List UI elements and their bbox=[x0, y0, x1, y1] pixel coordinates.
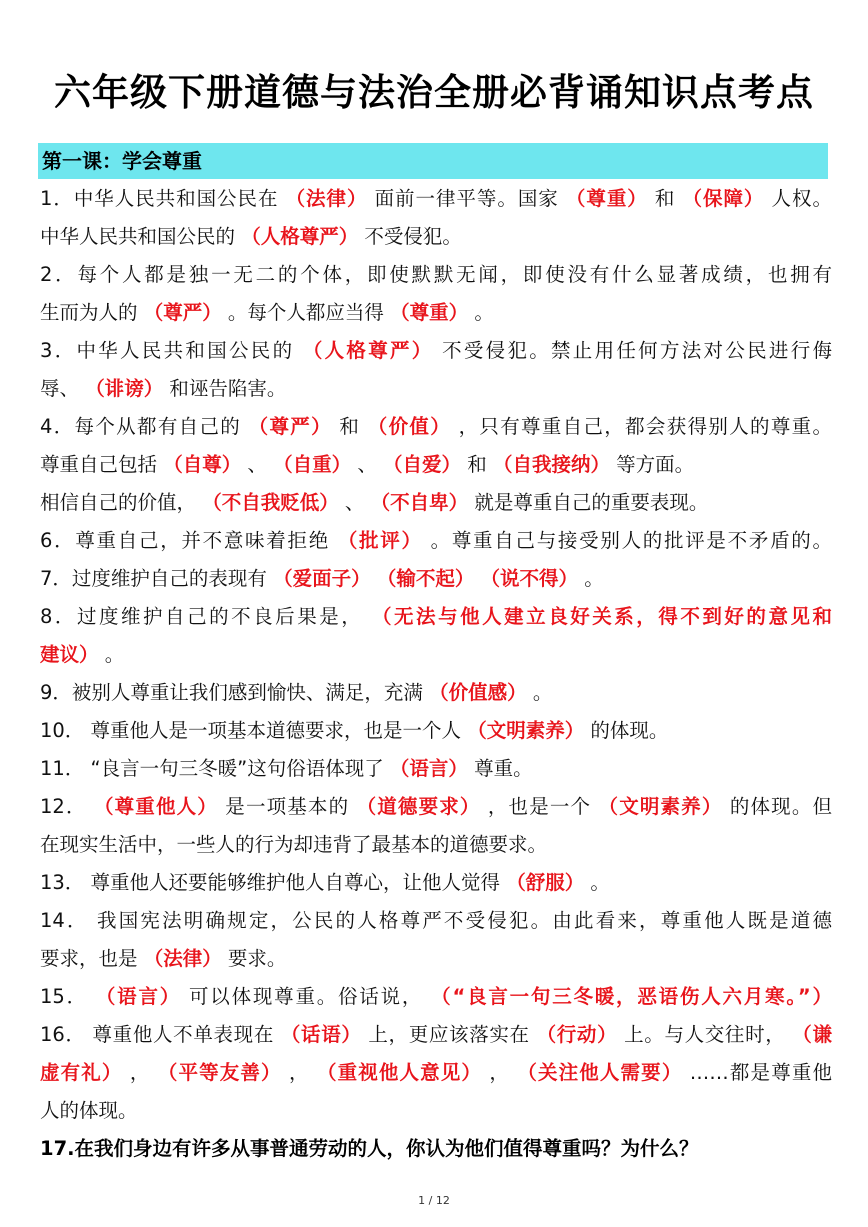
keyword-answer: （不自卑） bbox=[370, 491, 469, 514]
keyword-answer: （文明素养） bbox=[598, 795, 723, 818]
keyword-answer: （语言） bbox=[95, 985, 182, 1008]
keyword-answer: （法律） bbox=[285, 187, 368, 210]
text-line bbox=[40, 332, 832, 370]
line-text: 。 bbox=[526, 681, 553, 704]
keyword-answer: （舒服） bbox=[506, 871, 585, 894]
page-title: 六年级下册道德与法治全册必背诵知识点考点 bbox=[54, 71, 814, 114]
text-line bbox=[40, 256, 832, 294]
text-line bbox=[40, 1016, 832, 1054]
line-text: 13． 尊重他人还要能够维护他人自尊心，让他人觉得 bbox=[40, 871, 507, 894]
line-text: 。 bbox=[98, 643, 125, 666]
keyword-answer: （保障） bbox=[682, 187, 765, 210]
keyword-answer: （输不起） bbox=[376, 567, 475, 590]
line-text: 的体现。但 bbox=[722, 795, 832, 818]
line-text: ， bbox=[122, 1061, 158, 1084]
text-line bbox=[40, 826, 832, 864]
keyword-answer: （尊严） bbox=[143, 301, 222, 324]
keyword-answer: （道德要求） bbox=[356, 795, 481, 818]
text-line bbox=[40, 864, 832, 902]
line-text: 和诬告陷害。 bbox=[163, 377, 287, 400]
line-text: 、 bbox=[351, 453, 384, 476]
line-text: 中华人民共和国公民的 bbox=[40, 225, 242, 248]
keyword-answer: （行动） bbox=[536, 1023, 618, 1046]
line-text: 相信自己的价值， bbox=[40, 491, 203, 514]
line-text: 15． bbox=[40, 985, 96, 1008]
line-text: 12． bbox=[40, 795, 94, 818]
text-line bbox=[40, 978, 832, 1016]
keyword-answer: （不自我贬低） bbox=[202, 491, 339, 514]
content-body bbox=[40, 180, 832, 1168]
text-line bbox=[40, 674, 832, 712]
line-text: 9．被别人尊重让我们感到愉快、满足，充满 bbox=[40, 681, 430, 704]
keyword-answer: （说不得） bbox=[480, 567, 579, 590]
line-text: 和 bbox=[331, 415, 368, 438]
line-text: 。 bbox=[578, 567, 604, 590]
keyword-answer: （价值） bbox=[367, 415, 452, 438]
text-line bbox=[40, 1054, 832, 1092]
keyword-answer: （人格尊严） bbox=[241, 225, 359, 248]
line-text: 、 bbox=[241, 453, 274, 476]
keyword-answer: 建议） bbox=[40, 643, 99, 666]
line-text: 人权。 bbox=[764, 187, 832, 210]
line-text: 上，更应该落实在 bbox=[361, 1023, 537, 1046]
line-text: 上。与人交往时， bbox=[617, 1023, 793, 1046]
line-text: 。 bbox=[468, 301, 494, 324]
line-text: ， bbox=[482, 1061, 518, 1084]
keyword-answer: （无法与他人建立良好关系，得不到好的意见和 bbox=[372, 605, 832, 628]
line-text: 。每个人都应当得 bbox=[221, 301, 391, 324]
line-text: 不受侵犯。禁止用任何方法对公民进行侮 bbox=[433, 339, 832, 362]
line-text: 可以体现尊重。俗话说， bbox=[181, 985, 432, 1008]
keyword-answer: （话语） bbox=[280, 1023, 362, 1046]
text-line bbox=[40, 750, 832, 788]
question-text: 17.在我们身边有许多从事普通劳动的人，你认为他们值得尊重吗？为什么？ bbox=[40, 1137, 699, 1160]
keyword-answer: （价值感） bbox=[429, 681, 527, 704]
keyword-answer: （人格尊严） bbox=[302, 339, 434, 362]
text-line bbox=[40, 446, 832, 484]
text-line bbox=[40, 636, 832, 674]
line-text: ……都是尊重他 bbox=[682, 1061, 832, 1084]
line-text: ， bbox=[281, 1061, 317, 1084]
text-line bbox=[40, 788, 832, 826]
line-text: 8．过度维护自己的不良后果是， bbox=[40, 605, 372, 628]
keyword-answer: （语言） bbox=[389, 757, 468, 780]
keyword-answer: （重视他人意见） bbox=[316, 1061, 483, 1084]
text-line bbox=[40, 712, 832, 750]
keyword-answer: （批评） bbox=[337, 529, 423, 552]
keyword-answer: （自爱） bbox=[383, 453, 462, 476]
line-text: 在现实生活中，一些人的行为却违背了最基本的道德要求。 bbox=[40, 833, 548, 856]
line-text: 、 bbox=[338, 491, 371, 514]
keyword-answer: （自尊） bbox=[163, 453, 242, 476]
line-text: 要求，也是 bbox=[40, 947, 144, 970]
line-text: 。 bbox=[584, 871, 610, 894]
keyword-answer: （尊重） bbox=[565, 187, 648, 210]
text-line bbox=[40, 1092, 832, 1130]
keyword-answer: （法律） bbox=[143, 947, 222, 970]
text-line bbox=[40, 180, 832, 218]
line-text: 7．过度维护自己的表现有 bbox=[40, 567, 274, 590]
keyword-answer: （“良言一句三冬暖，恶语伤人六月寒。”） bbox=[431, 985, 832, 1008]
line-text: 6．尊重自己，并不意味着拒绝 bbox=[40, 529, 338, 552]
section-header: 第一课：学会尊重 bbox=[38, 143, 828, 179]
keyword-answer: （尊严） bbox=[248, 415, 332, 438]
line-text: 是一项基本的 bbox=[217, 795, 357, 818]
keyword-answer: （谦 bbox=[792, 1023, 832, 1046]
text-line bbox=[40, 294, 832, 332]
text-line bbox=[40, 902, 832, 940]
line-text: 辱、 bbox=[40, 377, 86, 400]
keyword-answer: 虚有礼） bbox=[40, 1061, 123, 1084]
line-text: 就是尊重自己的重要表现。 bbox=[468, 491, 709, 514]
keyword-answer: （自我接纳） bbox=[492, 453, 610, 476]
text-line bbox=[40, 484, 832, 522]
text-line bbox=[40, 940, 832, 978]
line-text: 不受侵犯。 bbox=[358, 225, 462, 248]
line-text: 和 bbox=[647, 187, 683, 210]
line-text: 14． 我国宪法明确规定，公民的人格尊严不受侵犯。由此看来，尊重他人既是道德 bbox=[40, 909, 832, 932]
keyword-answer: （爱面子） bbox=[273, 567, 371, 590]
line-text: 要求。 bbox=[221, 947, 287, 970]
line-text: 的体现。 bbox=[584, 719, 669, 742]
keyword-answer: （自重） bbox=[273, 453, 352, 476]
line-text: ，也是一个 bbox=[480, 795, 599, 818]
keyword-answer: （文明素养） bbox=[467, 719, 585, 742]
line-text: 面前一律平等。国家 bbox=[367, 187, 566, 210]
line-text: 人的体现。 bbox=[40, 1099, 138, 1122]
line-text: 等方面。 bbox=[609, 453, 695, 476]
line-text: 4．每个从都有自己的 bbox=[40, 415, 249, 438]
line-text: 。尊重自己与接受别人的批评是不矛盾的。 bbox=[422, 529, 832, 552]
line-text: 尊重自己包括 bbox=[40, 453, 164, 476]
text-line bbox=[40, 370, 832, 408]
text-line bbox=[40, 598, 832, 636]
line-text: 生而为人的 bbox=[40, 301, 144, 324]
line-text: 3．中华人民共和国公民的 bbox=[40, 339, 303, 362]
line-text: ，只有尊重自己，都会获得别人的尊重。 bbox=[451, 415, 832, 438]
keyword-answer: （关注他人需要） bbox=[517, 1061, 683, 1084]
line-text: 10． 尊重他人是一项基本道德要求，也是一个人 bbox=[40, 719, 468, 742]
line-text: 2．每个人都是独一无二的个体，即使默默无闻，即使没有什么显著成绩，也拥有 bbox=[40, 263, 832, 286]
line-text: 和 bbox=[461, 453, 493, 476]
keyword-answer: （平等友善） bbox=[157, 1061, 282, 1084]
keyword-answer: （尊重他人） bbox=[93, 795, 218, 818]
line-text: 尊重。 bbox=[467, 757, 533, 780]
page-number: 1 / 12 bbox=[418, 1194, 450, 1207]
text-line bbox=[40, 560, 832, 598]
line-text: 16． 尊重他人不单表现在 bbox=[40, 1023, 281, 1046]
text-line bbox=[40, 522, 832, 560]
text-line bbox=[40, 408, 832, 446]
line-text: 1．中华人民共和国公民在 bbox=[40, 187, 286, 210]
keyword-answer: （尊重） bbox=[390, 301, 469, 324]
line-text: 11． “良言一句三冬暖”这句俗语体现了 bbox=[40, 757, 390, 780]
keyword-answer: （诽谤） bbox=[85, 377, 164, 400]
text-line bbox=[40, 218, 832, 256]
